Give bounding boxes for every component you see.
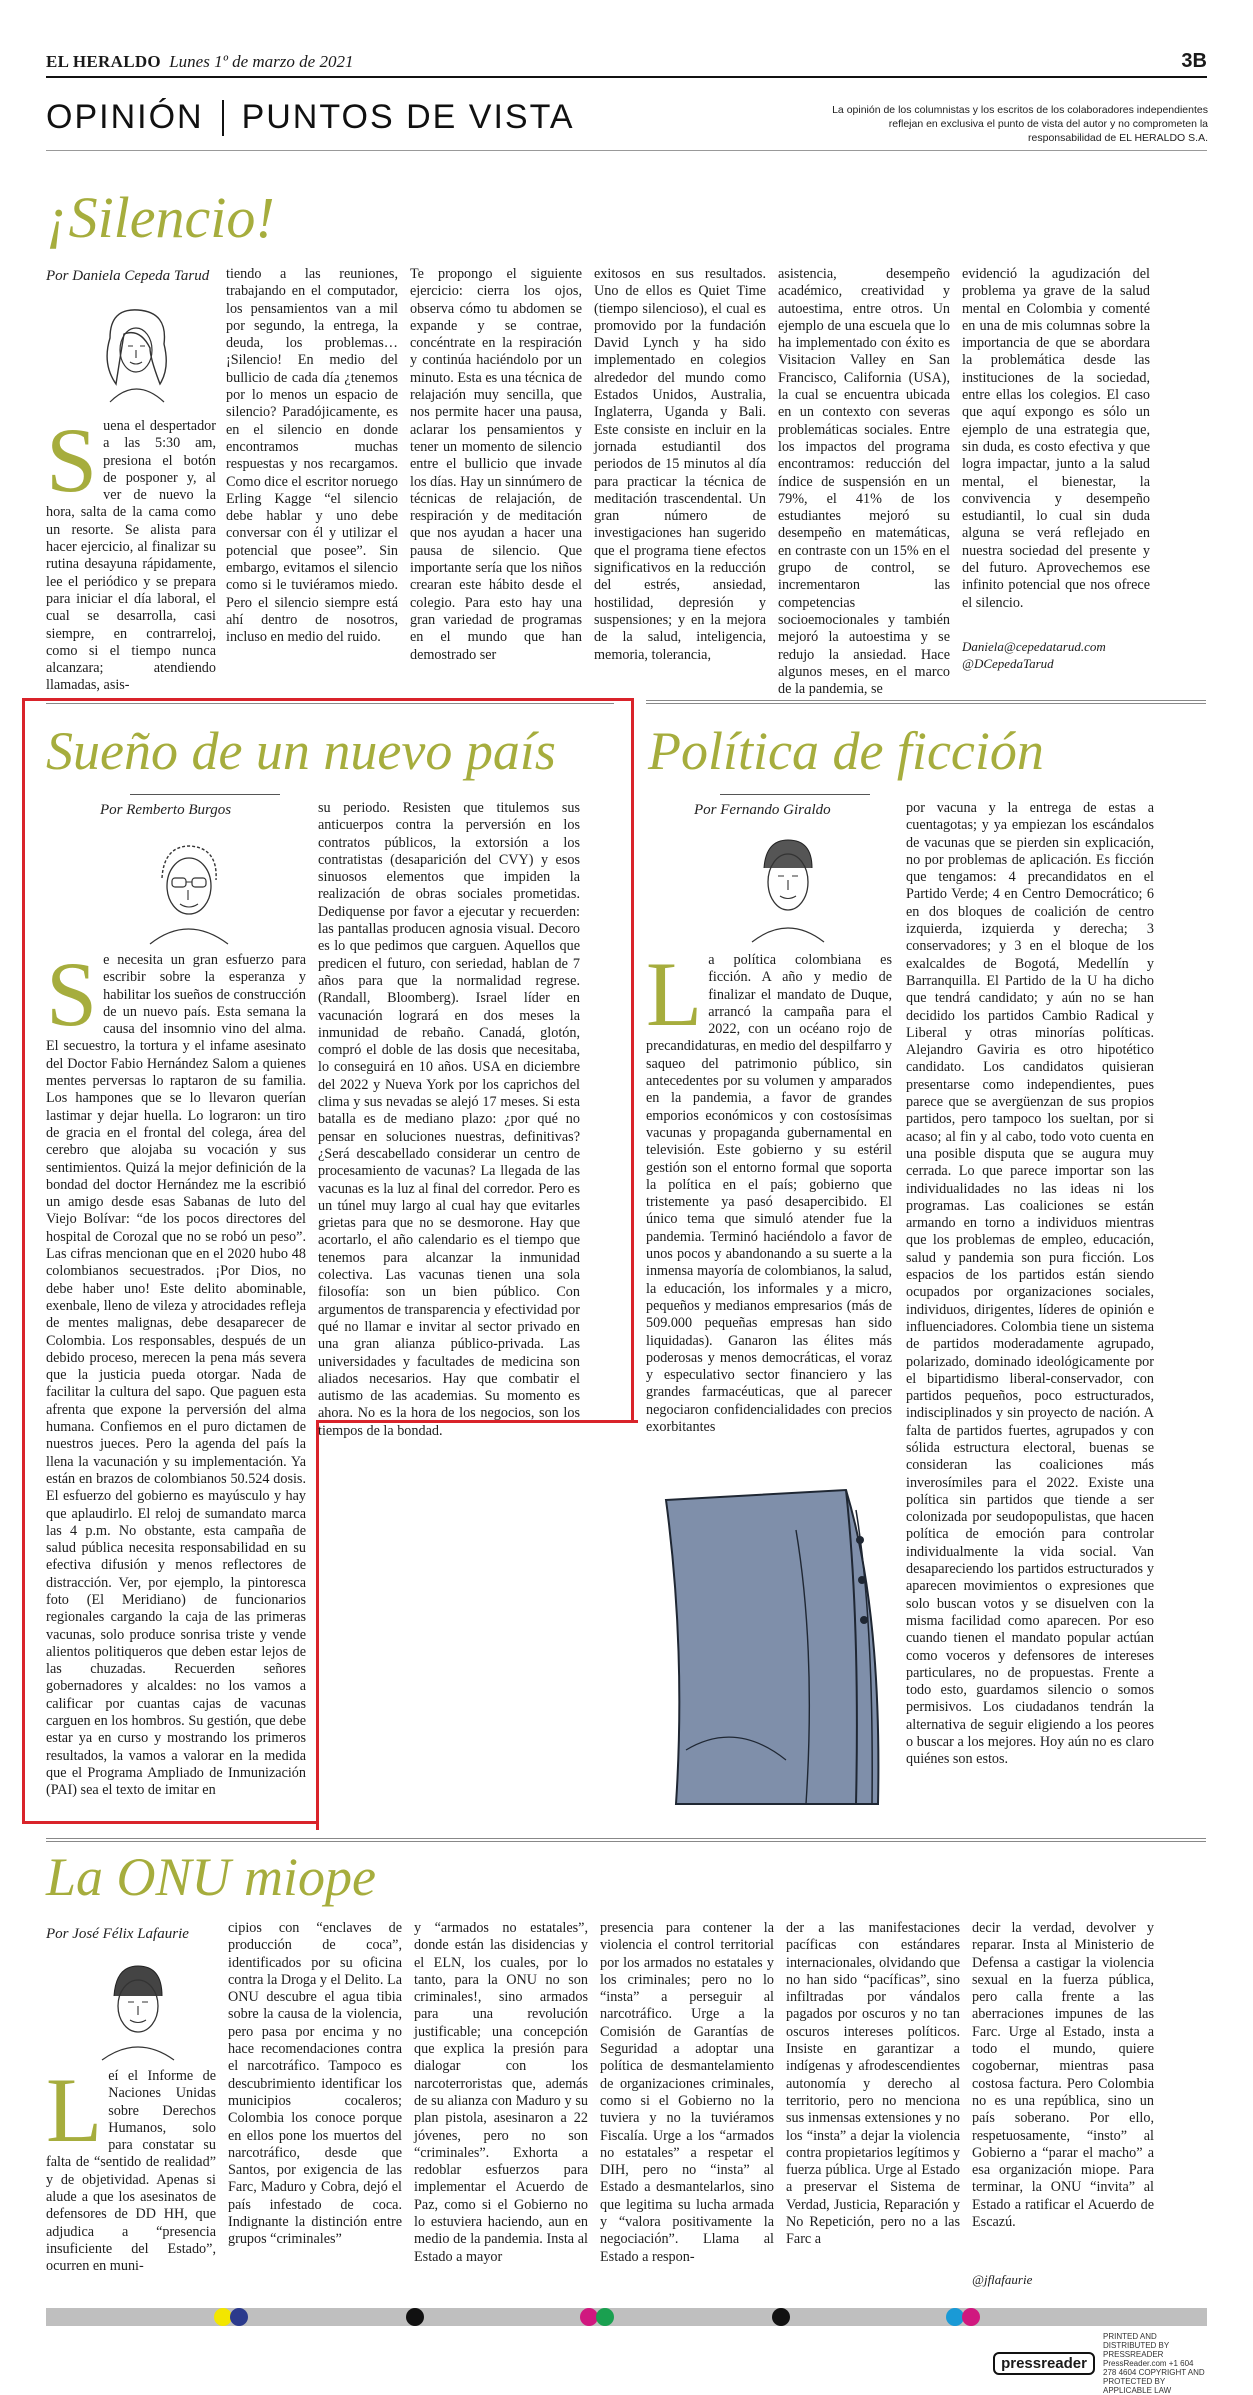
- politica-col-2: [906, 800, 1154, 1812]
- silencio-col-2: [226, 266, 398, 678]
- newspaper-name: EL HERALDO: [46, 52, 161, 71]
- onu-contact: @jflafaurie: [972, 2272, 1033, 2287]
- article-text: exitosos en sus resultados. Uno de ellos es Quiet Time (tiempo silencioso), el cual es promovido por la fundación David Lynch y ha sido implementado en colegios alrededor del mundo como Estados Unidos, Australia, Inglaterra, Uganda y Bali. Este consiste en incluir en la jornada estudiantil dos periodos de 15 minutos al día para practicar la técnica de meditación trascendental. Un gran número de investigaciones han sugerido que el programa tiene efectos significativos en la reducción del estrés, ansiedad, hostilidad, depresión y suspensiones; y en la mejora de la salud, inteligencia, memoria, tolerancia,: [594, 266, 766, 663]
- author-portrait-cepeda: [80, 298, 190, 408]
- author-portrait-lafaurie: [82, 1952, 192, 2062]
- footer: [993, 2332, 1207, 2395]
- issue-date: Lunes 1º de marzo de 2021: [169, 52, 354, 71]
- byline-sueno: Por Remberto Burgos: [100, 802, 232, 818]
- article-text: su periodo. Resisten que titulemos sus anticuerpos contra la perversión en los contratos públicos, la extorsión a los contratistas (desaparición del CVY) y esos sinuosos elementos que impiden la realización de obras sociales prometidas. Dediquense por favor a ejecutar y recuerden: las pantallas producen agnosia visual. Decoro es lo que pedimos que carguen. Aquellos que predicen el futuro, con seriedad, hablan de 7 años para que la normalidad regrese. (Randall, Bloomberg). Israel líder en vacunación logrará en dos meses la inmunidad de rebaño. Canadá, glotón, compró el doble de las dosis que necesitaba, lo conseguirá en 10 años. USA en diciembre del 2022 y Nueva York por los caprichos del clima y sus nevadas se alejó 17 meses. Si esta batalla es de mediano plazo: ¿por qué no pensar en soluciones nuestras, definitivas? ¿Será descabellado considerar un centro de procesamiento de vacunas? La llegada de las vacunas es la luz al final del corredor. Pero es un túnel muy largo al cual hay que evitarles grietas para que no se desmorone. Hay que acortarlo, el año calendario es el tiempo que tenemos para alcanzar la inmunidad colectiva. Las vacunas tienen una sola filosofía: son un bien público. Con argumentos de transparencia y efectividad por qué no llamar e invitar al sector privado en una gran alianza público-privada. Las universidades y facultades de medicina son aliados necesarios. Hay que combatir el autismo de las academias. Su momento es ahora. No es la hora de los negocios, son los tiempos de la bondad.: [318, 800, 580, 1439]
- article-text: uena el despertador a las 5:30 am, presiona el botón de posponer y, al ver de nuevo la hora, salta de la cama como un resorte. Se alista para hacer ejercicio, al finalizar su rutina desayuna rápidamente, lee el periódico y se prepara para iniciar el día laboral, el cual se desarrolla, casi siempre, en contrarreloj, como si el tiempo nunca alcanzara; atendiendo llamadas, asis-: [46, 418, 216, 694]
- highlight-box-cutout: [318, 1420, 638, 1830]
- article-text: asistencia, desempeño académico, creatividad y autoestima, entre otros. Un ejemplo de una escuela que lo ha implementado con éxito es Visitacion Valley en San Francisco, California (USA), la cual se encuentra ubicada en un contexto con severas problemáticas sociales. Entre los impactos del programa encontramos: reducción del índice de suspensión en un 79%, el 41% de los estudiantes mejoró su desempeño en matemáticas, en contraste con un 15% en el grupo de control, se incrementaron las competencias socioemocionales y también mejoró la autoestima y se redujo la ansiedad. Hace algunos meses, en el marco de la pandemia, se: [778, 266, 950, 698]
- masthead-rule: [46, 76, 1207, 78]
- highlight-box-step: [316, 1420, 319, 1830]
- article-text: por vacuna y la entrega de estas a cuentagotas; y ya empiezan los escándalos de vacunas que se pierden sin explicación, no por problemas de aplicación. Es ficción que tengamos: 4 precandidatos en el Partido Verde; 4 en Centro Democrático; 6 en dos bloques de coalición de centro izquierda, izquierda y derecha; 3 conservadores; y 3 en el bloque de los exalcaldes de Bogotá, Medellín y Barranquilla. El Partido de la U ha dicho que tendrá candidato; y aún no se han decidido los partidos Cambio Radical y Liberal y otras minorías políticas. Alejandro Gaviria es otro hipotético candidato. Los candidatos quisieran presentarse como independientes, pues parece que se avergüenzan de sus propios partidos, pero tampoco los sueltan, por si acaso; al fin y al cabo, todo voto cuenta en una posible disputa que se augura muy cerrada. Lo que parece importar son las individualidades no las ideas ni los programas. Las coaliciones se están armando en torno a individuos mientras que los problemas de empleo, educación, salud y pandemia son pura ficción. Los espacios de los partidos están siendo ocupados por organizaciones sociales, individuos, dirigentes, líderes de opinión e influenciadores. Colombia tiene un sistema de partidos moderadamente agrupado, polarizado, dominado ideológicamente por el bipartidismo liberal-conservador, con partidos pequeños, poco estructurados, indisciplinados y sin proyecto de nación. A falta de partidos fuertes, agrupados y con sólida estructura electoral, buenas se consideran las coaliciones más inverosímiles para el 2022. Existe una política sin partidos que tiende a ser colonizada por seudopopulistas, que hacen política de emoción para controlar individualmente la vida social. Van desapareciendo los partidos estructurados y aparecen movimientos o expresiones que solo buscan votos y se disuelven con la misma facilidad como aparecen. Por eso cuando tienen el mandato popular actúan como voceros y defensores de intereses particulares, no de propuestas. Frente a todo esto, guardamos silencio o somos permisivos. Los ciudadanos tendrán la alternativa de seguir eligiendo a los peores o buscar a los mejores. Hoy aún no es claro quiénes son estos.: [906, 800, 1154, 1768]
- onu-col-3: [414, 1920, 588, 2294]
- author-portrait-burgos: [128, 826, 248, 946]
- article-text: e necesita un gran esfuerzo para escribir sobre la esperanza y habilitar los sueños de construcción de un nuevo país. Esta semana la causa del insomnio vino del alma. El secuestro, la tortura y el infame asesinato del Doctor Fabio Hernández Salom a quienes mentes perversas lo raptaron de su familia. Los hampones que se lo llevaron querían lastimar y dejar huella. Lo lograron: un tiro de gracia en el frontal del colega, área del cerebro que alojaba su vocación y sus sentimientos. Quizá la mejor definición de la bondad del doctor Hernández me la escribió un amigo desde esas Sabanas de luto del Viejo Bolívar: “de los pocos directores del hospital de Corozal que no se robó un peso”. Las cifras mencionan que en el 2020 hubo 48 colombianos secuestrados. ¡Por Dios, no debe haber uno! Este delito abominable, exenbale, lleno de vileza y atrocidades refleja de mentes malignas, debe desaparecer de Colombia. Los responsables, después de un debido proceso, merecen la pena más severa que la justicia pueda otorgar. Nada de facilitar la cultura del sapo. Que paguen esta afrenta que expone la perversión del alma humana. Confiemos en el puro dictamen de nuestros jueces. Pero la agenda del país la llena la vacunación y su implementación. Ya están en brazos de colombianos 50.524 dosis. El esfuerzo del gobierno es mayúsculo y hay que aplaudirlo. El reloj de sumandato marca las 4 p.m. No obstante, esta campaña de salud pública necesita responsabilidad en su efectiva difusión y menos reflectores de distracción. Ver, por ejemplo, la pintoresca foto (El Meridiano) de funcionarios regionales cargando la caja de las primeras vacunas, solo produce sonrisa triste y vende alientos politiqueros que deben estar lejos de las chuzadas. Recuerden señores gobernadores y alcaldes: no los vamos a calificar por cuantas cajas de vacunas carguen en los hombros. Su gestión, que debe estar ya en curso y mostrando los primeros resultados, la vamos a valorar en la medida que el Programa Ampliado de Inmunización (PAI) sea el texto de imitar en: [46, 952, 306, 1799]
- silencio-col-5: [778, 266, 950, 698]
- headline-politica: Política de ficción: [648, 721, 1044, 781]
- article-text: presencia para contener la violencia el control territorial por los armados no estatales y los criminales; pero no lo “insta” a perseguir al narcotráfico. Urge a la Comisión de Garantías de Seguridad a adoptar una política de desmantelamiento de organizaciones criminales, como si el Gobierno no la tuviera y no la tuviéramos Fiscalía. Urge a los “armados no estatales” a respetar el DIH, pero no “insta” al Estado a desmantelarlos, sino que legitima su lucha armada y “valora positivamente la negociación”. Llama al Estado a respon-: [600, 1920, 774, 2265]
- page-number: 3B: [1181, 50, 1207, 72]
- dropcap: L: [646, 943, 703, 1045]
- article-text: decir la verdad, devolver y reparar. Insta al Ministerio de Defensa a castigar la violencia sexual en la fuerza pública, pero calla frente a las aberraciones impunes de las Farc. Urge al Estado, insta a todo el mundo, quiere cogobernar, mientras pasa costosa factura. Pero Colombia no es una república, sino un país soberano. Por ello, respetuosamente, “insto” al Gobierno a “parar el macho” a esa organización miope. Para terminar, la ONU “invita” al Estado a ratificar el Acuerdo de Escazú.: [972, 1920, 1154, 2231]
- onu-col-6: [972, 1920, 1154, 2268]
- silencio-contact: [962, 638, 1106, 672]
- section-title: [46, 98, 575, 137]
- silencio-col-4: [594, 266, 766, 678]
- politica-col-1: [646, 943, 892, 1462]
- sueno-col-2: [318, 800, 580, 1439]
- article-text: evidenció la agudización del problema ya grave de la salud mental en Colombia y comenté en una de mis columnas sobre la importancia de que se abordara la problemática desde las instituciones de la sociedad, entre ellas los colegios. El caso que aquí expongo es sólo un ejemplo de una estrategia que, sin duda, es costo efectiva y que logra impactar, junto a la salud mental, el bienestar, la convivencia y desempeño estudiantil, lo cual sin duda alguna se verá reflejado en nuestra sociedad del presente y del futuro. Aprovechemos ese infinito potencial que nos ofrece el silencio.: [962, 266, 1150, 611]
- divider: [646, 700, 1206, 704]
- registration-dot: [230, 2308, 248, 2326]
- onu-col-4: [600, 1920, 774, 2294]
- silencio-col-3: [410, 266, 582, 678]
- color-registration-bar: [46, 2308, 1207, 2326]
- byline-politica: Por Fernando Giraldo: [694, 802, 831, 818]
- onu-col-5: [786, 1920, 960, 2294]
- registration-dot: [596, 2308, 614, 2326]
- article-text: eí el Informe de Naciones Unidas sobre Derechos Humanos, solo para constatar su falta de “sentido de realidad” y de objetividad. Apenas si alude a que los asesinatos de defensores de DD HH, que adjudica a “presencia insuficiente del Estado”, ocurren en muni-: [46, 2068, 216, 2275]
- byline-onu: Por José Félix Lafaurie: [46, 1926, 189, 1942]
- article-text: a política colombiana es ficción. A año y medio de finalizar el mandato de Duque, arrancó la campaña para el 2022, con un océano rojo de precandidaturas, en medio del despilfarro y saqueo del patrimonio público, sin antecedentes por su volumen y amparados en la pandemia, a favor de grandes emporios económicos y con costosísimas vacunas y propaganda gubernamental en televisión. Este gobierno y su estéril gestión son el entorno formal que soporta la política en el país; gobierno que tristemente ya pasó desapercibido. El único tema que simuló atender fue la pandemia. Terminó haciéndolo a favor de unos pocos y abandonando a su suerte a la inmensa mayoría de colombianos, la salud, la educación, los informales y a micro, pequeños y medianos empresarios (más de 509.000 pequeñas empresas han sido liquidadas). Ganaron las élites más poderosas y menos democráticas, el voraz y especulativo sector financiero y las grandes farmacéuticas, que al parecer negociaron confidencialidades con precios exorbitantes: [646, 952, 892, 1436]
- section-divider: [222, 100, 224, 136]
- byline-rule: [130, 794, 280, 795]
- dropcap: S: [46, 943, 98, 1045]
- headline-sueno: Sueño de un nuevo país: [46, 721, 556, 781]
- byline-rule: [720, 794, 870, 795]
- author-email: Daniela@cepedatarud.com: [962, 639, 1106, 654]
- masthead: [46, 52, 353, 72]
- divider: [46, 1838, 1206, 1842]
- section-left: OPINIÓN: [46, 98, 204, 136]
- registration-dot: [772, 2308, 790, 2326]
- disclaimer: La opinión de los columnistas y los escritos de los colaboradores independientes reflejan en exclusiva el punto de vista del autor y no comprometen la responsabilidad de EL HERALDO S.A.: [832, 104, 1208, 144]
- dropcap: S: [46, 409, 98, 511]
- silencio-col-6: [962, 266, 1150, 632]
- article-text: tiendo a las reuniones, trabajando en el computador, los pensamientos van a mil por segundo, la entrega, la deuda, los problemas… ¡Silencio! En medio del bullicio de cada día ¿tenemos por lo menos un espacio de silencio? Paradójicamente, es en el silencio en donde encontramos muchas respuestas y nos recargamos. Como dice el escritor noruego Erling Kagge “el silencio debe hablar y uno debe conversar con él y utilizar el potencial que posee”. Sin embargo, evitamos el silencio como si le tuviéramos miedo. Pero el silencio siempre está ahí dentro de nosotros, incluso en medio del ruido.: [226, 266, 398, 646]
- pressreader-logo: pressreader: [993, 2352, 1095, 2375]
- headline-onu: La ONU miope: [46, 1847, 377, 1907]
- author-portrait-giraldo: [728, 824, 848, 944]
- silencio-col-1: [46, 409, 216, 694]
- onu-col-2: [228, 1920, 402, 2294]
- pressreader-notice: PRINTED AND DISTRIBUTED BY PRESSREADER PressReader.com +1 604 278 4604 COPYRIGHT AND PROTECTED BY APPLICABLE LAW: [1103, 2332, 1205, 2395]
- sueno-col-1: [46, 943, 306, 1812]
- article-text: cipios con “enclaves de producción de coca”, identificados por su oficina contra la Droga y el Delito. La ONU descubre el agua tibia sobre la causa de la violencia, pero pasa por encima y no hace recomendaciones contra el narcotráfico. Tampoco es descubrimiento identificar los municipios cocaleros; Colombia los conoce porque en ellos pone los muertos del narcotráfico, desde que Santos, por exigencia de las Farc, Maduro y Cobra, dejó el país infestado de coca. Indignante la distinción entre grupos “criminales”: [228, 1920, 402, 2248]
- section-right: PUNTOS DE VISTA: [241, 98, 575, 136]
- article-text: der a las manifestaciones pacíficas con estándares internacionales, olvidando que no han sido “pacíficas”, sino infiltradas por vándalos pagados por oscuros y no tan oscuros intereses políticos. Insiste en garantizar a indígenas y afrodescendientes autonomía y derecho al territorio, pero no menciona sus inmensas extensiones y no los “insta” a dejar la violencia contra propietarios legítimos y fuerza pública. Urge al Estado a preservar el Sistema de Verdad, Justicia, Reparación y No Repetición, pero no a las Farc a: [786, 1920, 960, 2248]
- byline-silencio: Por Daniela Cepeda Tarud: [46, 268, 210, 284]
- dropcap: L: [46, 2059, 103, 2161]
- registration-dot: [962, 2308, 980, 2326]
- headline-silencio: ¡Silencio!: [46, 185, 275, 250]
- article-text: Te propongo el siguiente ejercicio: cierra los ojos, observa cómo tu abdomen se expande y se contrae, concéntrate en la respiración y continúa haciéndolo por un minuto. Esta es una técnica de relajación muy sencilla, que nos permite hacer una pausa, aclarar los pensamientos y tener un momento de silencio entre el bullicio que invade los días. Hay un sinnúmero de técnicas de relajación, de respiración y de meditación que nos ayudan a hacer una pausa de silencio. Que importante sería que los niños crearan este hábito desde el colegio. Para esto hay una gran variedad de programas en el mundo que han demostrado ser: [410, 266, 582, 663]
- author-twitter: @DCepedaTarud: [962, 656, 1054, 671]
- onu-col-1: [46, 2059, 216, 2294]
- jacket-illustration: [646, 1470, 898, 1804]
- article-text: y “armados no estatales”, donde están las disidencias y el ELN, los cuales, por lo tanto, para la ONU no son criminales!, sino armados para una revolución justificable; una concepción que explica la presión para dialogar con los narcoterroristas que, además de su alianza con Maduro y su plan pistola, asesinaron a 22 jóvenes, pero no son “criminales”. Exhorta a redoblar esfuerzos para implementar el Acuerdo de Paz, como si el Gobierno no lo estuviera haciendo, aun en medio de la pandemia. Insta al Estado a mayor: [414, 1920, 588, 2265]
- section-rule: [46, 150, 1207, 151]
- registration-dot: [406, 2308, 424, 2326]
